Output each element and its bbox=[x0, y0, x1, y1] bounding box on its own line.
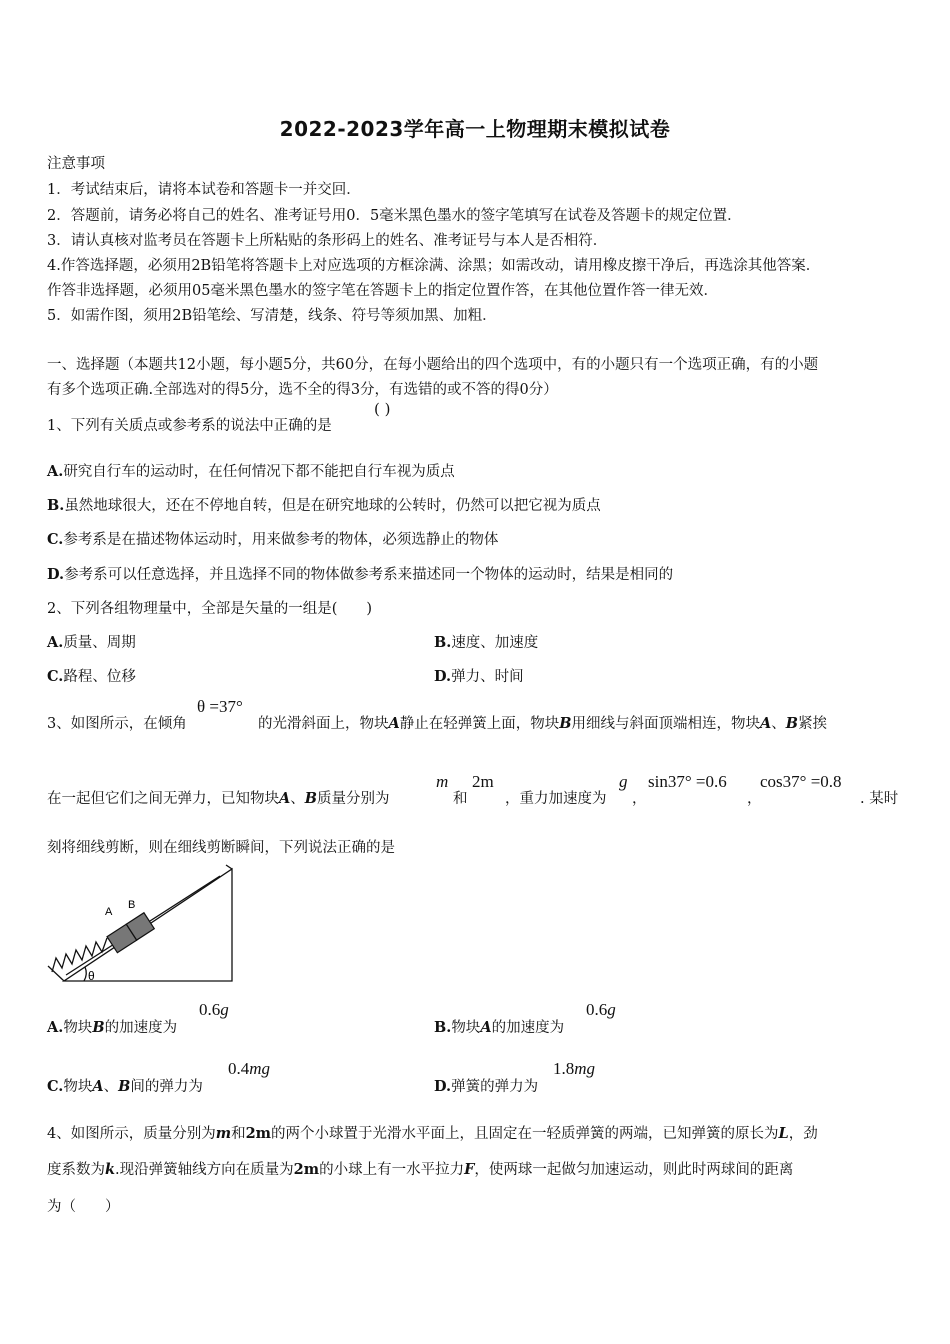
q3-line2-end: . 某时 bbox=[860, 791, 899, 807]
q3-mass-m: m bbox=[436, 772, 449, 791]
q3-theta: θ =37° bbox=[197, 697, 243, 716]
option-label: D. bbox=[47, 566, 65, 583]
option-text: 物块 bbox=[451, 1020, 481, 1036]
section1-line2: 有多个选项正确.全部选对的得5分，选不全的得3分，有选错的或不答的得0分） bbox=[47, 382, 558, 398]
var-b: B bbox=[559, 715, 572, 732]
option-label: A. bbox=[47, 1019, 64, 1036]
var-m: m bbox=[215, 1125, 232, 1142]
text: ，使两球一起做匀加速运动，则此时两球间的距离 bbox=[474, 1162, 794, 1178]
q3-mass-2m: 2m bbox=[472, 772, 494, 791]
option-text: 弹簧的弹力为 bbox=[451, 1079, 539, 1095]
q3-comma: ， bbox=[747, 791, 762, 807]
text: .现沿弹簧轴线方向在质量为 bbox=[115, 1162, 294, 1178]
q2-option-d bbox=[434, 665, 524, 686]
q4-line1 bbox=[47, 1122, 818, 1143]
text: 在一起但它们之间无弹力，已知物块 bbox=[47, 791, 279, 807]
figure-label-a: A bbox=[105, 906, 113, 918]
var-l: L bbox=[778, 1125, 789, 1142]
q1-option-d bbox=[47, 563, 673, 584]
text: 、 bbox=[290, 791, 305, 807]
option-text: 物块 bbox=[63, 1079, 93, 1095]
q3-line1-pre: 3、如图所示，在倾角 bbox=[47, 716, 187, 732]
text: 的两个小球置于光滑水平面上，且固定在一轻质弹簧的两端，已知弹簧的原长为 bbox=[271, 1126, 779, 1142]
q1-option-c bbox=[47, 528, 498, 549]
q3-option-b-value: 0.6g bbox=[586, 1000, 616, 1019]
var-a: A bbox=[92, 1078, 104, 1095]
option-text: 研究自行车的运动时，在任何情况下都不能把自行车视为质点 bbox=[63, 464, 455, 480]
figure-label-b: B bbox=[128, 899, 136, 911]
q3-and: 和 bbox=[453, 791, 468, 807]
var-b: B bbox=[118, 1078, 131, 1095]
q3-line2-pre bbox=[47, 787, 390, 808]
q3-option-b bbox=[434, 1016, 564, 1037]
text: 的小球上有一水平拉力 bbox=[319, 1162, 465, 1178]
option-text: 路程、位移 bbox=[63, 669, 136, 685]
q4-line3: 为（ ） bbox=[47, 1199, 120, 1215]
text: 的光滑斜面上，物块 bbox=[258, 716, 389, 732]
q3-option-a bbox=[47, 1016, 177, 1037]
notice-item-1: 1．考试结束后，请将本试卷和答题卡一并交回． bbox=[47, 182, 361, 198]
option-text: 弹力、时间 bbox=[451, 669, 524, 685]
var-b: B bbox=[304, 790, 318, 807]
option-label: A. bbox=[47, 634, 64, 651]
section1-line1: 一、选择题（本题共12小题，每小题5分，共60分，在每小题给出的四个选项中，有的小题只有一个选项正确，有的小题 bbox=[47, 357, 819, 373]
option-text: 参考系是在描述物体运动时，用来做参考的物体，必须选静止的物体 bbox=[63, 532, 499, 548]
text: 紧挨 bbox=[798, 716, 828, 732]
text: 用细线与斜面顶端相连，物块 bbox=[571, 716, 761, 732]
q3-line1-rest bbox=[258, 712, 827, 733]
q2-option-a bbox=[47, 631, 136, 652]
option-label: C. bbox=[47, 531, 64, 548]
q2-stem: 2、下列各组物理量中，全部是矢量的一组是( ) bbox=[47, 601, 373, 617]
option-text: 速度、加速度 bbox=[451, 635, 539, 651]
option-text: 质量、周期 bbox=[63, 635, 136, 651]
option-text: 的加速度为 bbox=[491, 1020, 565, 1036]
var-k: k bbox=[105, 1161, 116, 1178]
option-text: 虽然地球很大，还在不停地自转，但是在研究地球的公转时，仍然可以把它视为质点 bbox=[64, 498, 601, 514]
q3-comma: ， bbox=[632, 791, 647, 807]
q1-option-a bbox=[47, 460, 455, 481]
option-text: 的加速度为 bbox=[104, 1020, 178, 1036]
q2-option-b bbox=[434, 631, 538, 652]
var-a: A bbox=[480, 1019, 492, 1036]
text: ，劲 bbox=[788, 1126, 818, 1142]
q3-line3: 刻将细线剪断，则在细线剪断瞬间，下列说法正确的是 bbox=[47, 840, 395, 856]
q4-line2 bbox=[47, 1158, 793, 1179]
option-text: 物块 bbox=[63, 1020, 93, 1036]
page-title: 2022-2023学年高一上物理期末模拟试卷 bbox=[279, 117, 671, 141]
notice-item-5: 5．如需作图，须用2B铅笔绘、写清楚，线条、符号等须加黑、加粗． bbox=[47, 308, 497, 324]
theta-arc bbox=[84, 967, 86, 981]
var-a: A bbox=[279, 790, 291, 807]
q1-paren: ( ) bbox=[374, 400, 391, 418]
notice-item-3: 3．请认真核对监考员在答题卡上所粘贴的条形码上的姓名、准考证号与本人是否相符． bbox=[47, 233, 608, 249]
figure-label-theta: θ bbox=[88, 969, 95, 983]
q3-g: g bbox=[619, 772, 628, 791]
option-text: 、 bbox=[103, 1079, 119, 1095]
option-label: B. bbox=[47, 497, 65, 514]
q1-option-b bbox=[47, 494, 601, 515]
q3-sin: sin37° =0.6 bbox=[648, 772, 727, 791]
text: 度系数为 bbox=[47, 1162, 105, 1178]
q2-option-c bbox=[47, 665, 136, 686]
option-label: C. bbox=[47, 668, 64, 685]
notice-heading: 注意事项 bbox=[47, 156, 105, 172]
option-text: 间的弹力为 bbox=[130, 1079, 203, 1095]
text: 和 bbox=[231, 1126, 246, 1142]
text: 、 bbox=[771, 716, 786, 732]
option-label: D. bbox=[434, 668, 452, 685]
q3-option-a-value: 0.6g bbox=[199, 1000, 229, 1019]
var-b: B bbox=[785, 715, 799, 732]
q3-option-d-value: 1.8mg bbox=[553, 1059, 596, 1078]
notice-item-4: 4.作答选择题，必须用2B铅笔将答题卡上对应选项的方框涂满、涂黑；如需改动，请用橡皮擦干净后，再选涂其他答案． bbox=[47, 258, 821, 274]
text: 4、如图所示，质量分别为 bbox=[47, 1126, 216, 1142]
option-label: C. bbox=[47, 1078, 64, 1095]
q3-option-d bbox=[434, 1075, 538, 1096]
option-label: B. bbox=[434, 634, 452, 651]
q3-option-c bbox=[47, 1075, 203, 1096]
option-label: D. bbox=[434, 1078, 452, 1095]
var-f: F bbox=[464, 1161, 475, 1178]
q3-g-text: ，重力加速度为 bbox=[505, 791, 607, 807]
q3-cos: cos37° =0.8 bbox=[760, 772, 842, 791]
incline-top-edge bbox=[226, 865, 232, 869]
text: 静止在轻弹簧上面，物块 bbox=[399, 716, 560, 732]
var-2m: 2m bbox=[245, 1125, 272, 1142]
text: 质量分别为 bbox=[317, 791, 390, 807]
option-text: 参考系可以任意选择，并且选择不同的物体做参考系来描述同一个物体的运动时，结果是相同的 bbox=[64, 567, 674, 583]
var-a: A bbox=[760, 715, 772, 732]
var-2m: 2m bbox=[293, 1161, 320, 1178]
option-label: B. bbox=[434, 1019, 452, 1036]
option-label: A. bbox=[47, 463, 64, 480]
notice-item-2: 2．答题前，请务必将自己的姓名、准考证号用0．5毫米黑色墨水的签字笔填写在试卷及答题卡的规定位置． bbox=[47, 208, 742, 224]
q1-stem: 1、下列有关质点或参考系的说法中正确的是 bbox=[47, 418, 332, 434]
notice-item-4b: 作答非选择题，必须用05毫米黑色墨水的签字笔在答题卡上的指定位置作答，在其他位置作答一律无效． bbox=[47, 283, 718, 299]
q3-option-c-value: 0.4mg bbox=[228, 1059, 271, 1078]
var-b: B bbox=[92, 1019, 105, 1036]
var-a: A bbox=[388, 715, 400, 732]
incline-figure bbox=[44, 862, 244, 986]
